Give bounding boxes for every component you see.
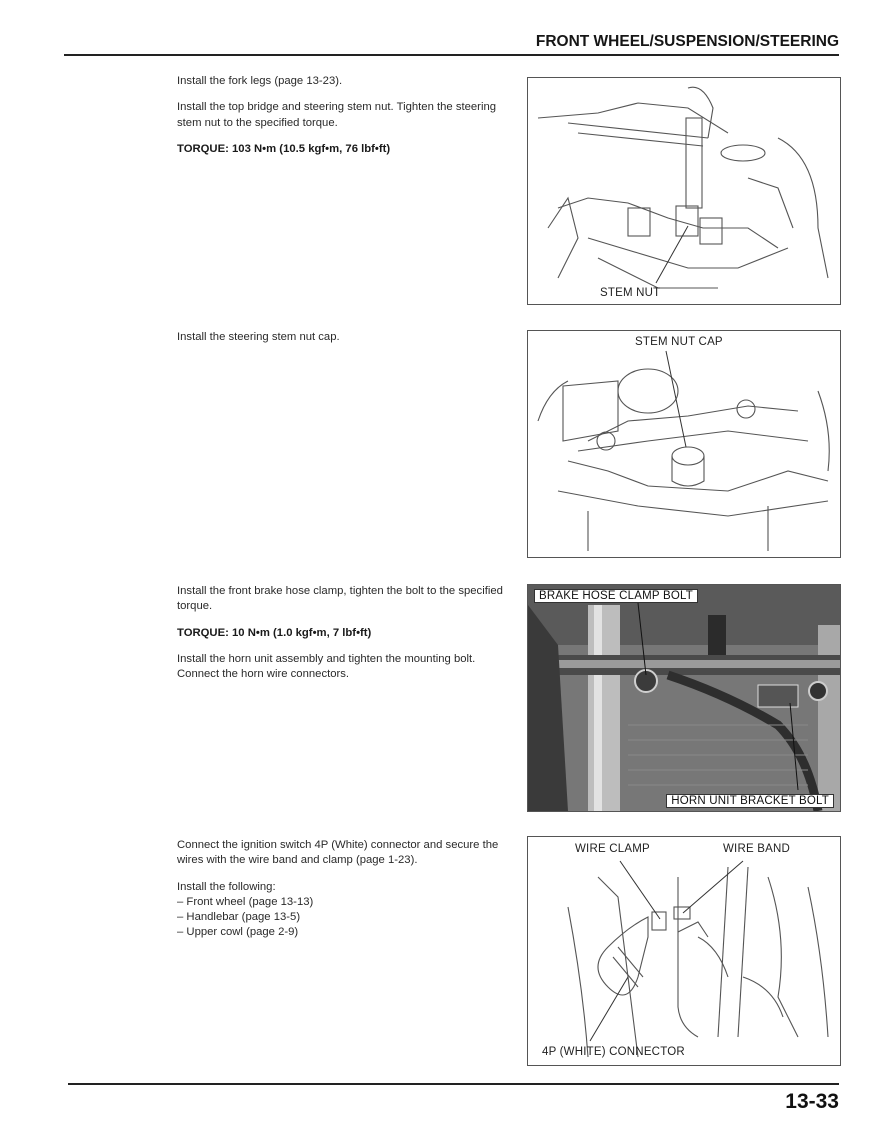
step-1-paragraph-2: Install the top bridge and steering stem nut. Tighten the steering stem nut to the specified torque. — [177, 101, 497, 129]
connector-leader-line — [590, 977, 628, 1041]
brake-hose-clamp-photo — [528, 585, 840, 811]
label-stem-nut-cap: STEM NUT CAP — [635, 336, 723, 348]
header-rule — [64, 54, 839, 56]
stem-nut-illustration — [528, 78, 840, 304]
step-3-paragraph-1: Install the front brake hose clamp, tighten the bolt to the specified torque. — [177, 585, 503, 613]
wire-clamp-illustration — [528, 837, 840, 1065]
step-1-text — [177, 74, 512, 168]
figure-stem-nut — [527, 77, 841, 305]
figure-brake-hose-clamp — [527, 584, 841, 812]
step-3-text — [177, 584, 512, 693]
install-list — [177, 895, 512, 941]
label-horn-unit-bracket-bolt: HORN UNIT BRACKET BOLT — [666, 794, 834, 808]
figure-wire-clamp — [527, 836, 841, 1066]
page-number: 13-33 — [785, 1090, 839, 1113]
step-1-paragraph-1: Install the fork legs (page 13-23). — [177, 75, 343, 87]
wire-band-leader-line — [683, 861, 743, 913]
list-item: – Handlebar (page 13-5) — [177, 910, 512, 925]
stem-nut-cap-illustration — [528, 331, 840, 557]
step-4-paragraph-2: Install the following: — [177, 880, 276, 893]
footer-rule — [68, 1083, 839, 1085]
section-title: FRONT WHEEL/SUSPENSION/STEERING — [535, 33, 839, 50]
label-wire-clamp: WIRE CLAMP — [575, 843, 650, 855]
step-4-paragraph-1: Connect the ignition switch 4P (White) connector and secure the wires with the wire band and clamp (page 1-23). — [177, 839, 499, 867]
label-wire-band: WIRE BAND — [723, 843, 790, 855]
stem-nut-leader-line — [656, 226, 688, 283]
step-2-text — [177, 330, 512, 356]
list-item: – Upper cowl (page 2-9) — [177, 925, 512, 940]
step-3-paragraph-2: Install the horn unit assembly and tighten the mounting bolt. Connect the horn wire connectors. — [177, 652, 476, 681]
step-1-torque: TORQUE: 103 N•m (10.5 kgf•m, 76 lbf•ft) — [177, 142, 391, 155]
step-2-paragraph-1: Install the steering stem nut cap. — [177, 331, 340, 343]
label-brake-hose-clamp-bolt: BRAKE HOSE CLAMP BOLT — [534, 589, 698, 603]
label-stem-nut: STEM NUT — [600, 287, 661, 299]
stem-nut-cap-leader-line — [666, 351, 686, 447]
figure-stem-nut-cap — [527, 330, 841, 558]
label-4p-white-connector: 4P (WHITE) CONNECTOR — [542, 1046, 685, 1058]
step-3-torque: TORQUE: 10 N•m (1.0 kgf•m, 7 lbf•ft) — [177, 626, 372, 639]
wire-clamp-leader-line — [620, 861, 660, 919]
step-4-text — [177, 838, 512, 941]
list-item: – Front wheel (page 13-13) — [177, 895, 512, 910]
